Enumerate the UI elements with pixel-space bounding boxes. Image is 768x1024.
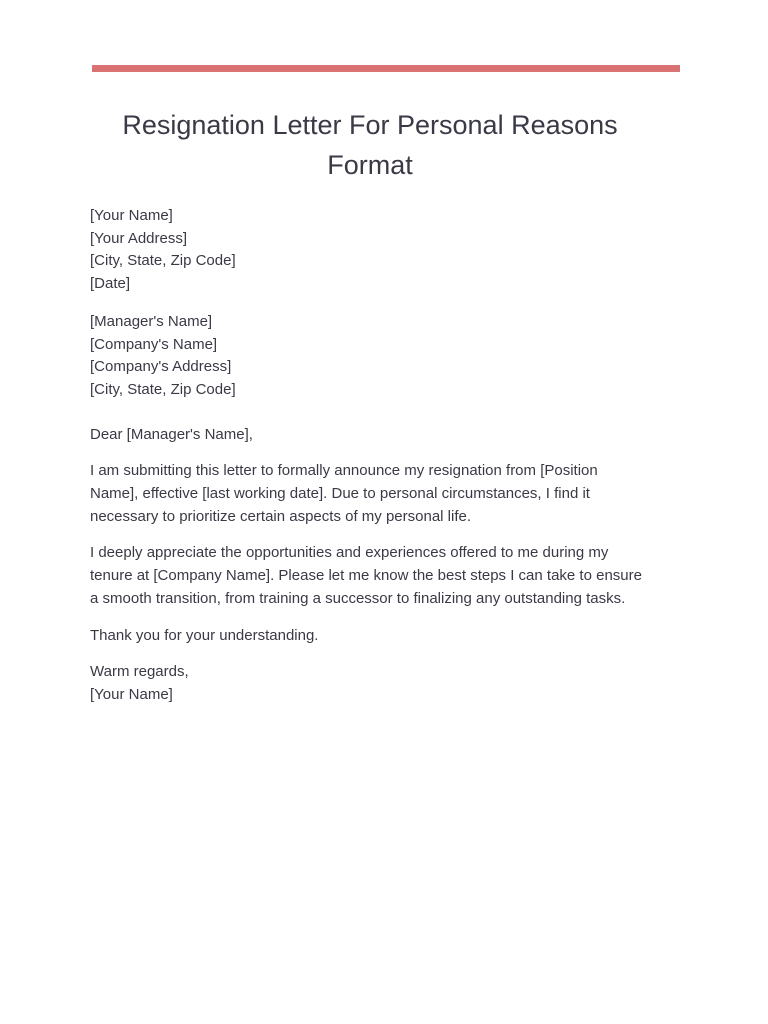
sender-address: [Your Address] <box>90 229 188 247</box>
sender-name: [Your Name] <box>90 207 173 224</box>
sender-city-state-zip: [City, State, Zip Code] <box>90 252 236 270</box>
paragraph-thanks <box>90 625 660 648</box>
paragraph-line: Name], effective [last working date]. Due to personal circumstances, I find it <box>90 485 590 503</box>
salutation-text: Dear [Manager's Name], <box>90 425 253 443</box>
recipient-address-block <box>90 311 660 402</box>
paragraph-resignation-notice <box>90 460 660 528</box>
letter-body <box>90 205 660 707</box>
header-accent-rule <box>92 65 680 72</box>
document-title <box>92 105 648 185</box>
paragraph-line: a smooth transition, from training a successor to finalizing any outstanding tasks. <box>90 589 626 607</box>
paragraph-line: Thank you for your understanding. <box>90 626 319 644</box>
manager-name: [Manager's Name] <box>90 312 213 330</box>
paragraph-line: I am submitting this letter to formally announce my resignation from [Position <box>90 462 598 480</box>
paragraph-line: tenure at [Company Name]. Please let me know the best steps I can take to ensure <box>90 567 642 585</box>
closing-block <box>90 661 660 706</box>
salutation <box>90 424 660 447</box>
title-line: Resignation Letter For Personal Reasons <box>122 110 618 140</box>
paragraph-line: I deeply appreciate the opportunities and experiences offered to me during my <box>90 544 609 562</box>
closing: Warm regards, <box>90 663 189 681</box>
recipient-city-state-zip: [City, State, Zip Code] <box>90 380 236 398</box>
paragraph-line: necessary to prioritize certain aspects of my personal life. <box>90 507 471 525</box>
company-address: [Company's Address] <box>90 358 232 376</box>
company-name: [Company's Name] <box>90 335 218 353</box>
letter-date: [Date] <box>90 275 131 293</box>
sender-address-block <box>90 205 660 296</box>
paragraph-appreciation <box>90 542 660 610</box>
signature: [Your Name] <box>90 685 173 703</box>
title-line: Format <box>327 150 413 180</box>
